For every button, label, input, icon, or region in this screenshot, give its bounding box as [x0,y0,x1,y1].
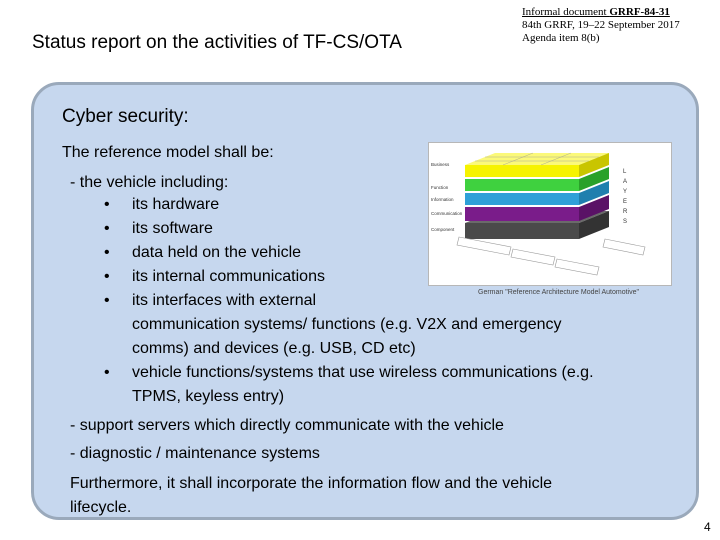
vehicle-line: - the vehicle including: [70,174,229,191]
information-layer-front [465,193,579,205]
function-layer-front [465,179,579,191]
bullet-interfaces-cont1: communication systems/ functions (e.g. V2X and emergency [132,316,562,333]
svg-text:A: A [623,179,628,185]
section-heading: Cyber security: [62,106,189,127]
doc-ref-line1: Informal document GRRF-84-31 [522,6,670,18]
furthermore-line-cont: lifecycle. [70,499,132,516]
document-reference [522,6,680,45]
doc-ref-session: 84th GRRF, 19–22 September 2017 [522,19,680,31]
layer-label-function: Function [431,185,449,190]
layer-label-information: Information [431,197,454,202]
bullet-dot: • [104,196,110,213]
furthermore-line: Furthermore, it shall incorporate the information flow and the vehicle [70,475,553,492]
svg-text:L: L [623,169,627,175]
layer-label-component: Component [431,227,455,232]
bullet-wireless-cont: TPMS, keyless entry) [132,388,285,405]
bullet-dot: • [104,220,110,237]
reference-architecture-figure [428,142,672,286]
servers-line: - support servers which directly communicate with the vehicle [70,417,504,434]
figure-caption: German "Reference Architecture Model Automotive" [478,289,639,296]
svg-text:Y: Y [623,189,628,195]
bullet-dot: • [104,364,110,381]
layer-label-business: Business [431,162,450,167]
component-layer-front [465,223,579,239]
svg-text:S: S [623,219,628,225]
doc-code: GRRF-84-31 [609,6,670,18]
layers-side-label [623,169,628,225]
intro-line: The reference model shall be: [62,144,274,161]
lifecycle-arrows [457,237,645,275]
layer-label-communication: Communication [431,211,463,216]
layer-stack-diagram [429,143,671,285]
bullet-interfaces-cont2: comms) and devices (e.g. USB, CD etc) [132,340,416,357]
diagnostic-line: - diagnostic / maintenance systems [70,445,320,462]
communication-layer-front [465,207,579,221]
bullet-dot: • [104,244,110,261]
bullet-dot: • [104,268,110,285]
doc-ref-agenda: Agenda item 8(b) [522,32,600,44]
page-number: 4 [704,520,711,534]
slide-title: Status report on the activities of TF-CS/OTA [32,32,402,53]
svg-text:R: R [623,209,628,215]
business-layer-front [465,165,579,177]
bullet-dot: • [104,292,110,309]
svg-text:E: E [623,199,628,205]
